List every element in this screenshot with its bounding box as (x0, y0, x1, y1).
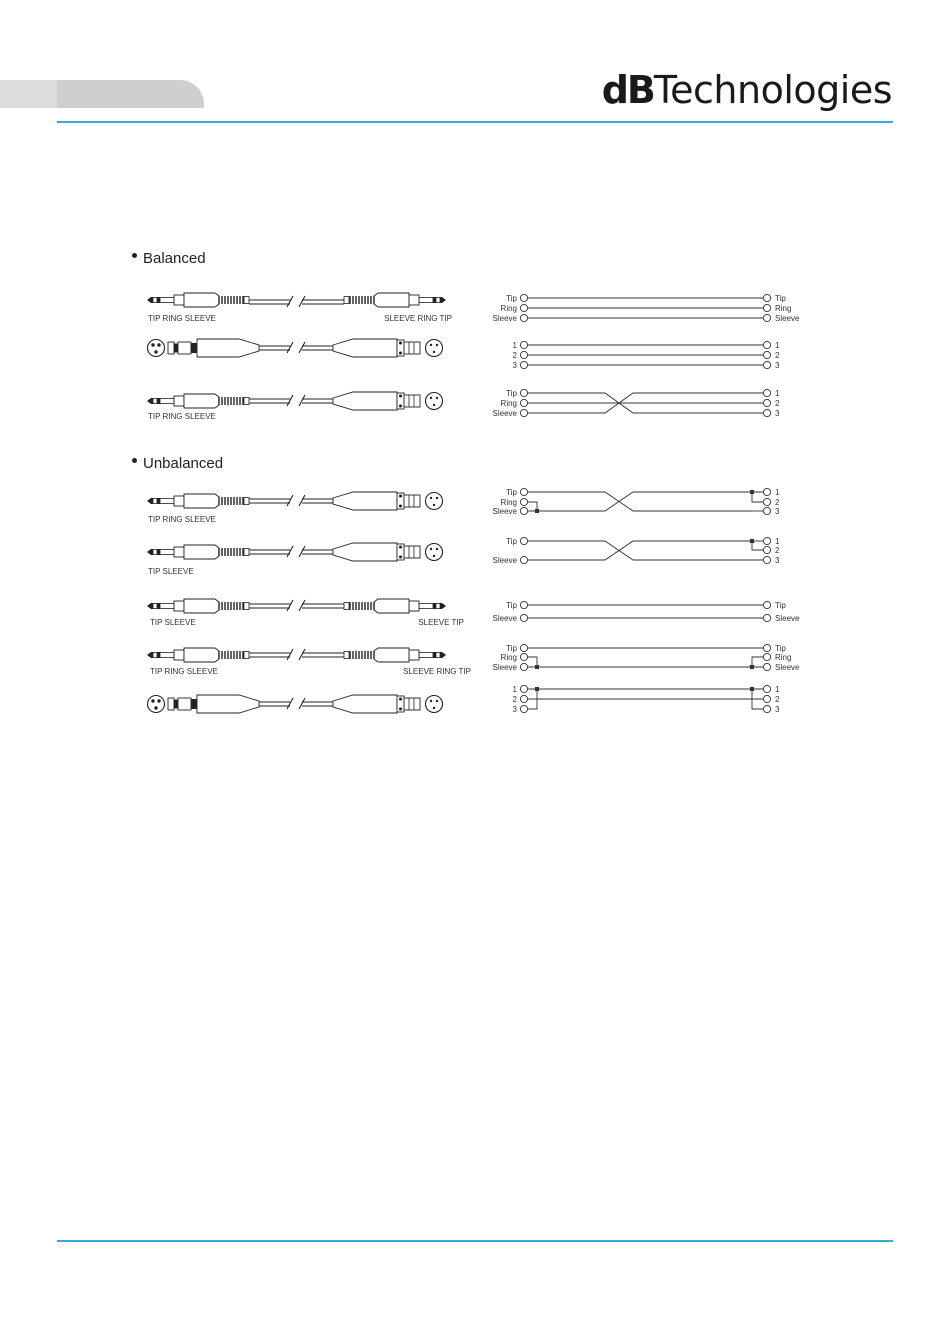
wire-label: Tip (775, 294, 786, 303)
terminal-left (520, 341, 527, 348)
wire-label: 3 (512, 705, 517, 714)
wire (528, 541, 752, 560)
terminal-left (520, 361, 527, 368)
cable-trs-to-xlr-unbalanced (147, 492, 443, 510)
terminal-left (520, 409, 527, 416)
cable-trs-to-trs-unbalanced (147, 648, 446, 662)
wire-label: Ring (775, 653, 792, 662)
wire-label: 1 (775, 537, 780, 546)
wire-label: Sleeve (492, 614, 517, 623)
terminal-left (520, 314, 527, 321)
wire-label: 2 (775, 351, 780, 360)
cable-label-left: TIP RING SLEEVE (148, 515, 216, 524)
cable-label-right: SLEEVE RING TIP (403, 667, 471, 676)
cable-trs-to-trs (147, 293, 446, 307)
terminal-right (763, 341, 770, 348)
junction-dot (535, 665, 539, 669)
terminal-left (520, 304, 527, 311)
cable-label-left: TIP RING SLEEVE (148, 314, 216, 323)
terminal-left (520, 685, 527, 692)
wiring-schematics (493, 294, 800, 714)
terminal-left (520, 601, 527, 608)
terminal-right (763, 304, 770, 311)
terminal-right (763, 705, 770, 712)
terminal-left (520, 537, 527, 544)
cable-ts-to-xlr (147, 543, 443, 561)
terminal-left (520, 389, 527, 396)
wire (528, 492, 763, 511)
terminal-right (763, 556, 770, 563)
wire-label: Tip (775, 644, 786, 653)
logo-bold: dB (601, 68, 654, 112)
wire-label: Ring (500, 498, 517, 507)
wire-label: 2 (512, 351, 517, 360)
junction-dot (535, 509, 539, 513)
wire-label: 1 (775, 685, 780, 694)
wire (528, 492, 752, 511)
wire-label: 3 (775, 409, 780, 418)
junction-dot (750, 490, 754, 494)
terminal-right (763, 294, 770, 301)
cable-label-left: TIP SLEEVE (148, 567, 194, 576)
wire-label: 2 (775, 695, 780, 704)
wire-label: Ring (500, 653, 517, 662)
wire-label: Sleeve (775, 663, 800, 672)
terminal-left (520, 695, 527, 702)
terminal-left (520, 351, 527, 358)
terminal-right (763, 389, 770, 396)
terminal-right (763, 685, 770, 692)
wire-label: Tip (506, 389, 517, 398)
wire-label: 1 (775, 389, 780, 398)
terminal-right (763, 314, 770, 321)
terminal-right (763, 695, 770, 702)
wire-label: 3 (512, 361, 517, 370)
junction-dot (535, 687, 539, 691)
cable-label-left: TIP RING SLEEVE (148, 412, 216, 421)
wire-label: Tip (506, 488, 517, 497)
wire-label: Tip (506, 644, 517, 653)
wire-label: 3 (775, 556, 780, 565)
cable-label-left: TIP RING SLEEVE (150, 667, 218, 676)
cable-xlr-to-xlr-unbalanced (148, 695, 443, 713)
terminal-right (763, 537, 770, 544)
wire-label: 1 (775, 488, 780, 497)
cable-label-right: SLEEVE RING TIP (384, 314, 452, 323)
cable-label-left: TIP SLEEVE (150, 618, 196, 627)
terminal-right (763, 546, 770, 553)
wire-label: 3 (775, 361, 780, 370)
balanced-heading-label: Balanced (143, 250, 206, 267)
wire-label: Ring (775, 304, 792, 313)
wire-label: Tip (506, 601, 517, 610)
wire-label: Tip (506, 537, 517, 546)
wire-label: 1 (512, 341, 517, 350)
wire-label: 2 (775, 498, 780, 507)
junction-dot (750, 665, 754, 669)
wire-label: Sleeve (492, 314, 517, 323)
wire-label: Sleeve (492, 556, 517, 565)
terminal-left (520, 488, 527, 495)
junction-dot (750, 687, 754, 691)
wire-label: Sleeve (775, 614, 800, 623)
cable-trs-to-xlr (147, 392, 443, 410)
wire-label: 3 (775, 507, 780, 516)
wire-label: Sleeve (492, 663, 517, 672)
terminal-right (763, 644, 770, 651)
terminal-left (520, 498, 527, 505)
terminal-right (763, 351, 770, 358)
wire-label: 1 (775, 341, 780, 350)
cable-ts-to-ts (147, 599, 446, 613)
terminal-left (520, 614, 527, 621)
wire-label: Sleeve (775, 314, 800, 323)
terminal-left (520, 705, 527, 712)
terminal-left (520, 653, 527, 660)
terminal-left (520, 556, 527, 563)
terminal-left (520, 294, 527, 301)
terminal-left (520, 644, 527, 651)
wire-label: 2 (512, 695, 517, 704)
terminal-right (763, 488, 770, 495)
wire-label: 3 (775, 705, 780, 714)
wire-label: Sleeve (492, 507, 517, 516)
wire-label: Tip (506, 294, 517, 303)
wire-label: 1 (512, 685, 517, 694)
wire-label: Sleeve (492, 409, 517, 418)
wire-label: 2 (775, 546, 780, 555)
wire (528, 541, 763, 560)
terminal-right (763, 361, 770, 368)
logo-text: Technologies (653, 68, 892, 112)
wire-label: Ring (500, 304, 517, 313)
terminal-right (763, 399, 770, 406)
terminal-right (763, 498, 770, 505)
terminal-left (520, 399, 527, 406)
terminal-right (763, 663, 770, 670)
terminal-right (763, 409, 770, 416)
terminal-right (763, 614, 770, 621)
terminal-right (763, 507, 770, 514)
terminal-left (520, 507, 527, 514)
terminal-right (763, 601, 770, 608)
wire-label: Ring (500, 399, 517, 408)
unbalanced-heading-label: Unbalanced (143, 455, 224, 472)
wire-label: 2 (775, 399, 780, 408)
terminal-left (520, 663, 527, 670)
cable-xlr-to-xlr (148, 339, 443, 357)
cable-label-right: SLEEVE TIP (418, 618, 464, 627)
cable-drawings (147, 293, 471, 713)
wire-label: Tip (775, 601, 786, 610)
terminal-right (763, 653, 770, 660)
